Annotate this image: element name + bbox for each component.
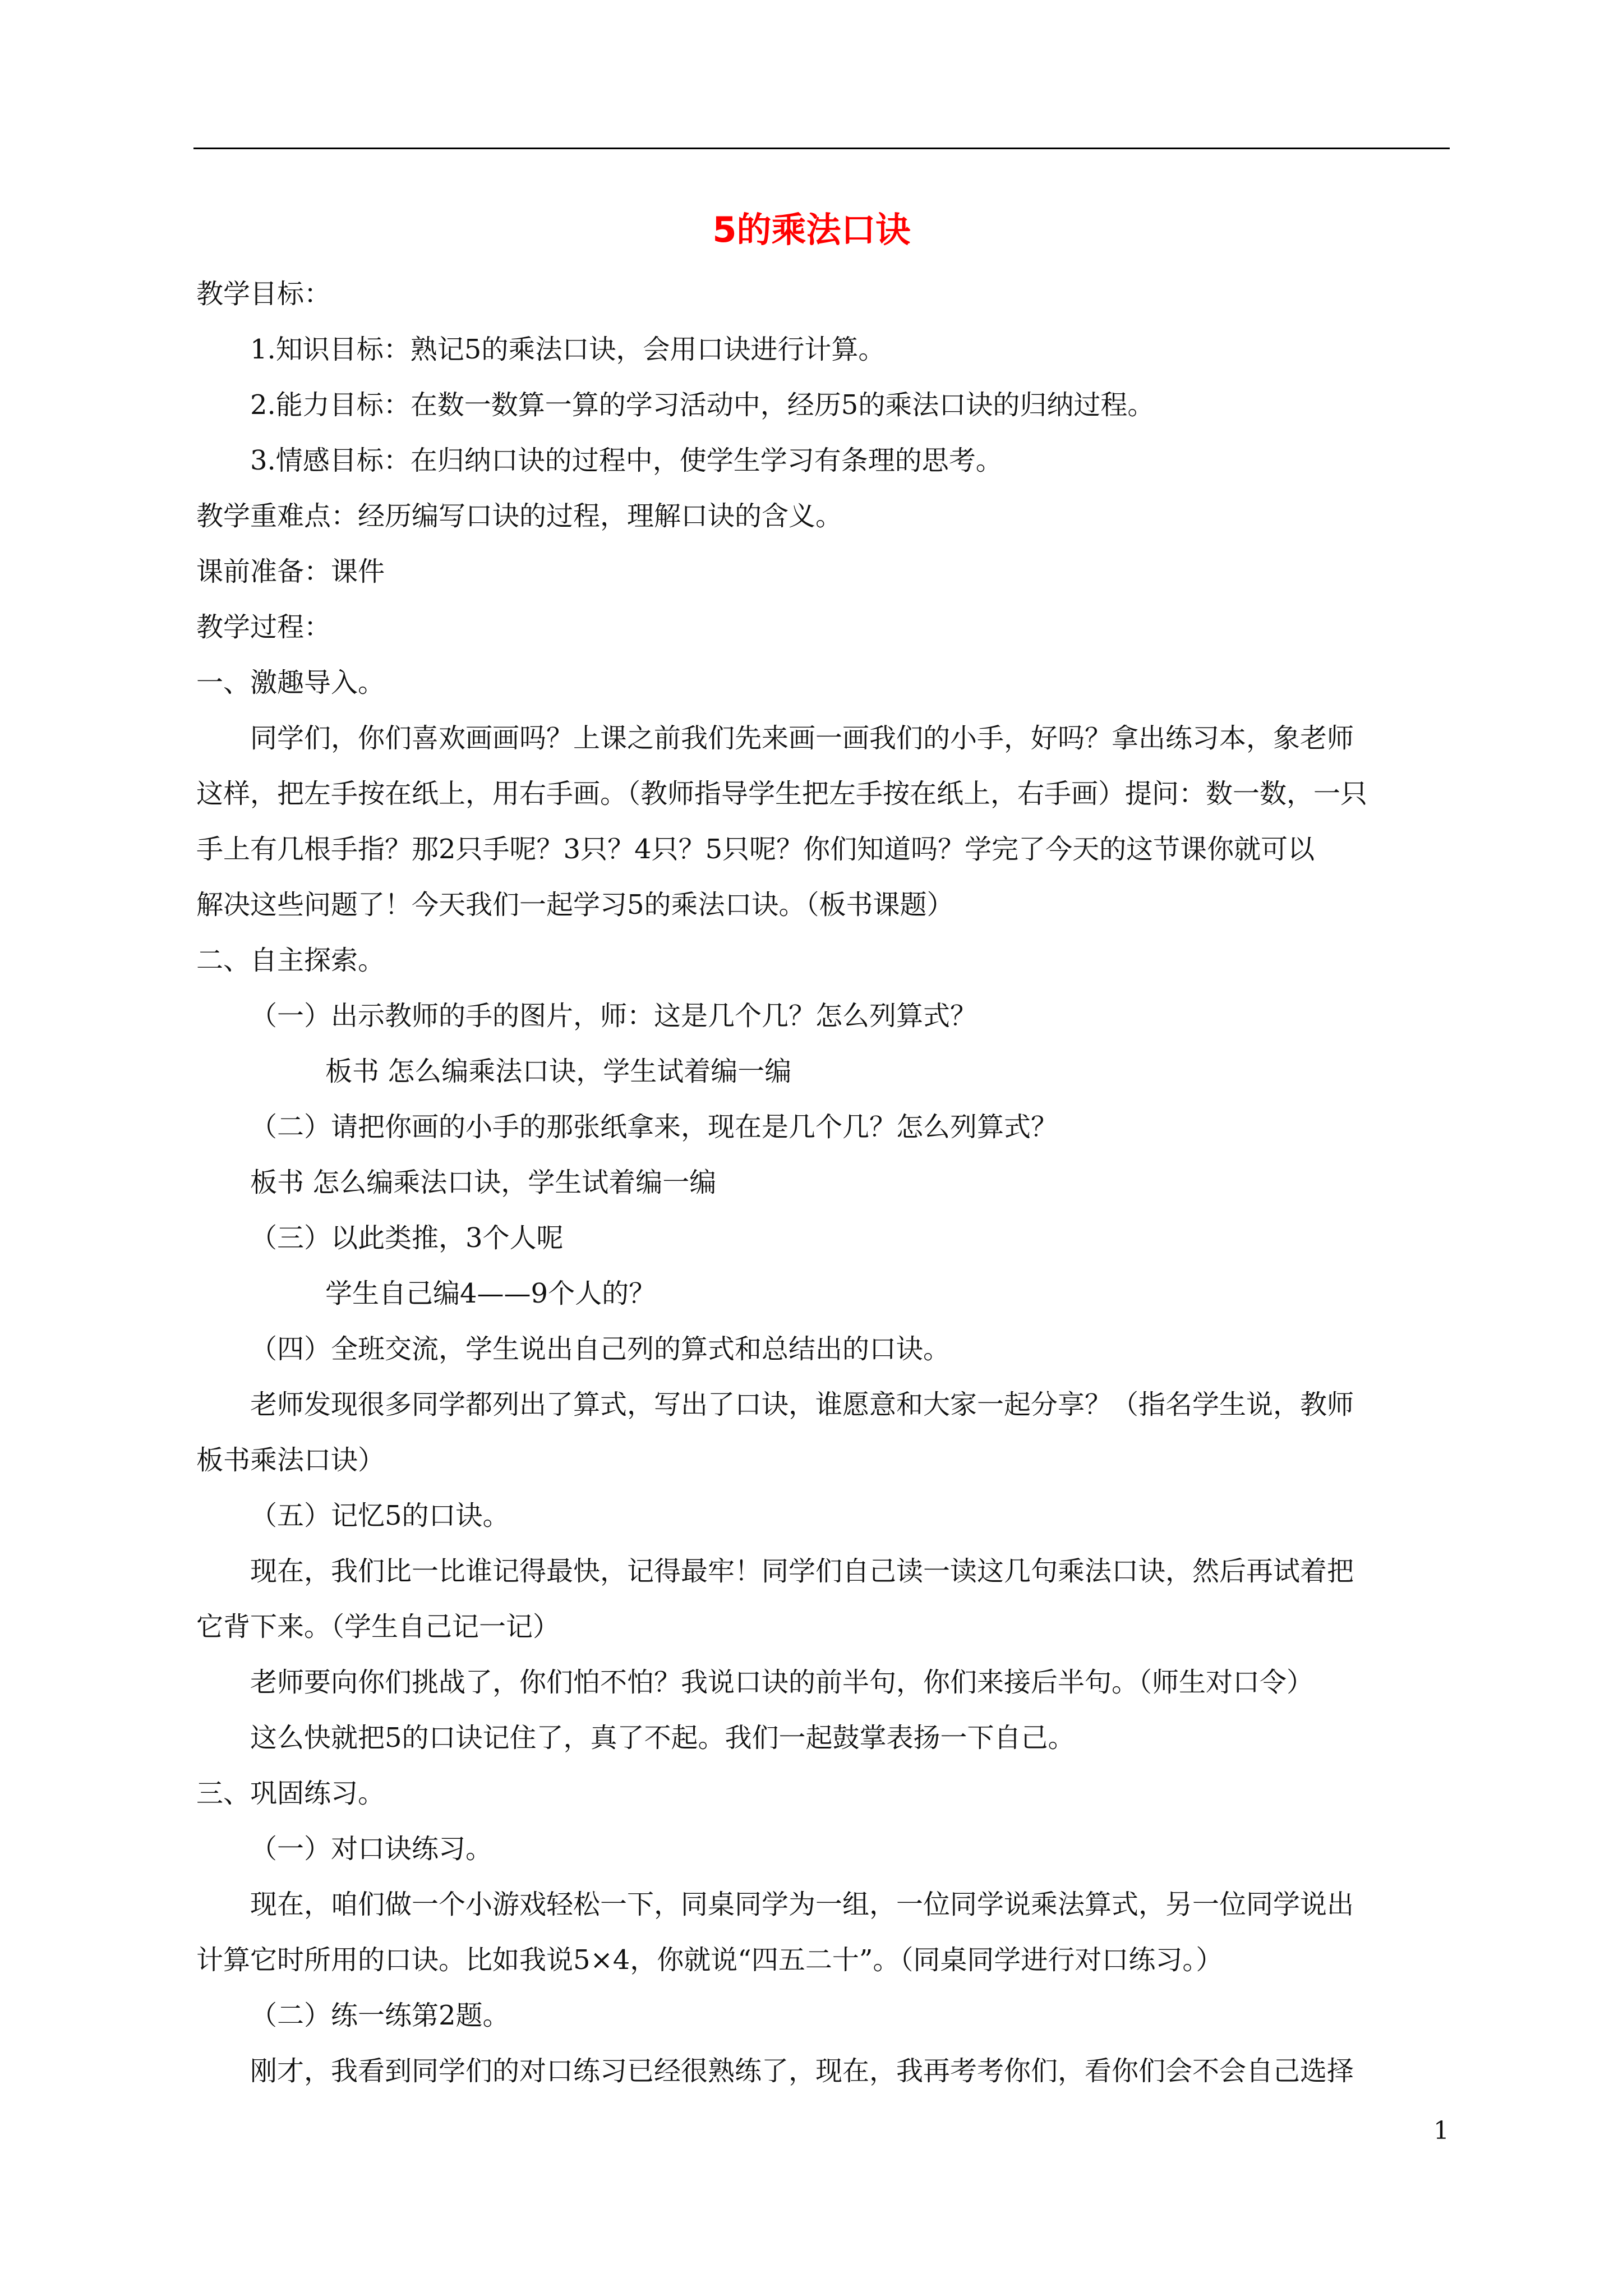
text-line: 解决这些问题了！今天我们一起学习5的乘法口诀。（板书课题） bbox=[196, 889, 954, 921]
text-line: 计算它时所用的口诀。比如我说5×4，你就说“四五二十”。（同桌同学进行对口练习。） bbox=[196, 1944, 1223, 1976]
text-line: 教学重难点：经历编写口诀的过程，理解口诀的含义。 bbox=[196, 500, 843, 532]
text-line: 手上有几根手指？那2只手呢？3只？4只？5只呢？你们知道吗？学完了今天的这节课你就可以 bbox=[196, 834, 1315, 865]
text-line: 教学目标： bbox=[196, 278, 331, 310]
text-line: 1.知识目标：熟记5的乘法口诀，会用口诀进行计算。 bbox=[250, 334, 886, 365]
text-line: 这样，把左手按在纸上，用右手画。（教师指导学生把左手按在纸上，右手画）提问：数一数，一只 bbox=[196, 778, 1368, 809]
text-line: 刚才，我看到同学们的对口练习已经很熟练了，现在，我再考考你们，看你们会不会自己选择 bbox=[250, 2055, 1354, 2087]
text-line: 2.能力目标：在数一数算一算的学习活动中，经历5的乘法口诀的归纳过程。 bbox=[250, 389, 1155, 421]
text-line: 同学们，你们喜欢画画吗？上课之前我们先来画一画我们的小手，好吗？拿出练习本，象老师 bbox=[250, 723, 1354, 754]
text-line: （一）对口诀练习。 bbox=[250, 1833, 493, 1865]
page-number: 1 bbox=[1433, 2116, 1449, 2145]
text-line: （五）记忆5的口诀。 bbox=[250, 1500, 510, 1531]
text-line: （三）以此类推，3个人呢 bbox=[250, 1222, 564, 1254]
section-heading: 二、自主探索。 bbox=[196, 945, 385, 976]
text-line: 现在，咱们做一个小游戏轻松一下，同桌同学为一组，一位同学说乘法算式，另一位同学说出 bbox=[250, 1889, 1354, 1920]
text-line: （一）出示教师的手的图片，师：这是几个几？怎么列算式？ bbox=[250, 1000, 978, 1032]
text-line: 板书乘法口诀） bbox=[196, 1444, 385, 1476]
text-line: 课前准备：课件 bbox=[196, 556, 385, 587]
section-heading: 一、激趣导入。 bbox=[196, 667, 385, 698]
text-line: 现在，我们比一比谁记得最快，记得最牢！同学们自己读一读这几句乘法口诀，然后再试着把 bbox=[250, 1556, 1354, 1587]
text-line: 学生自己编4——9个人的？ bbox=[325, 1278, 656, 1309]
text-line: （二）请把你画的小手的那张纸拿来，现在是几个几？怎么列算式？ bbox=[250, 1111, 1058, 1143]
section-heading: 三、巩固练习。 bbox=[196, 1778, 385, 1809]
text-line: 3.情感目标：在归纳口诀的过程中，使学生学习有条理的思考。 bbox=[250, 445, 1003, 476]
text-line: （四）全班交流，学生说出自己列的算式和总结出的口诀。 bbox=[250, 1333, 951, 1365]
text-line: 板书 怎么编乘法口诀，学生试着编一编 bbox=[325, 1056, 792, 1087]
header-rule bbox=[193, 148, 1450, 149]
text-line: 教学过程： bbox=[196, 611, 331, 643]
text-line: 这么快就把5的口诀记住了，真了不起。我们一起鼓掌表扬一下自己。 bbox=[250, 1722, 1075, 1754]
text-line: 它背下来。（学生自己记一记） bbox=[196, 1611, 560, 1642]
page-title: 5的乘法口诀 bbox=[712, 209, 911, 250]
text-line: 老师发现很多同学都列出了算式，写出了口诀，谁愿意和大家一起分享？（指名学生说，教师 bbox=[250, 1389, 1354, 1420]
text-line: 老师要向你们挑战了，你们怕不怕？我说口诀的前半句，你们来接后半句。（师生对口令） bbox=[250, 1667, 1314, 1698]
text-line: （二）练一练第2题。 bbox=[250, 2000, 510, 2031]
text-line: 板书 怎么编乘法口诀，学生试着编一编 bbox=[250, 1167, 717, 1198]
